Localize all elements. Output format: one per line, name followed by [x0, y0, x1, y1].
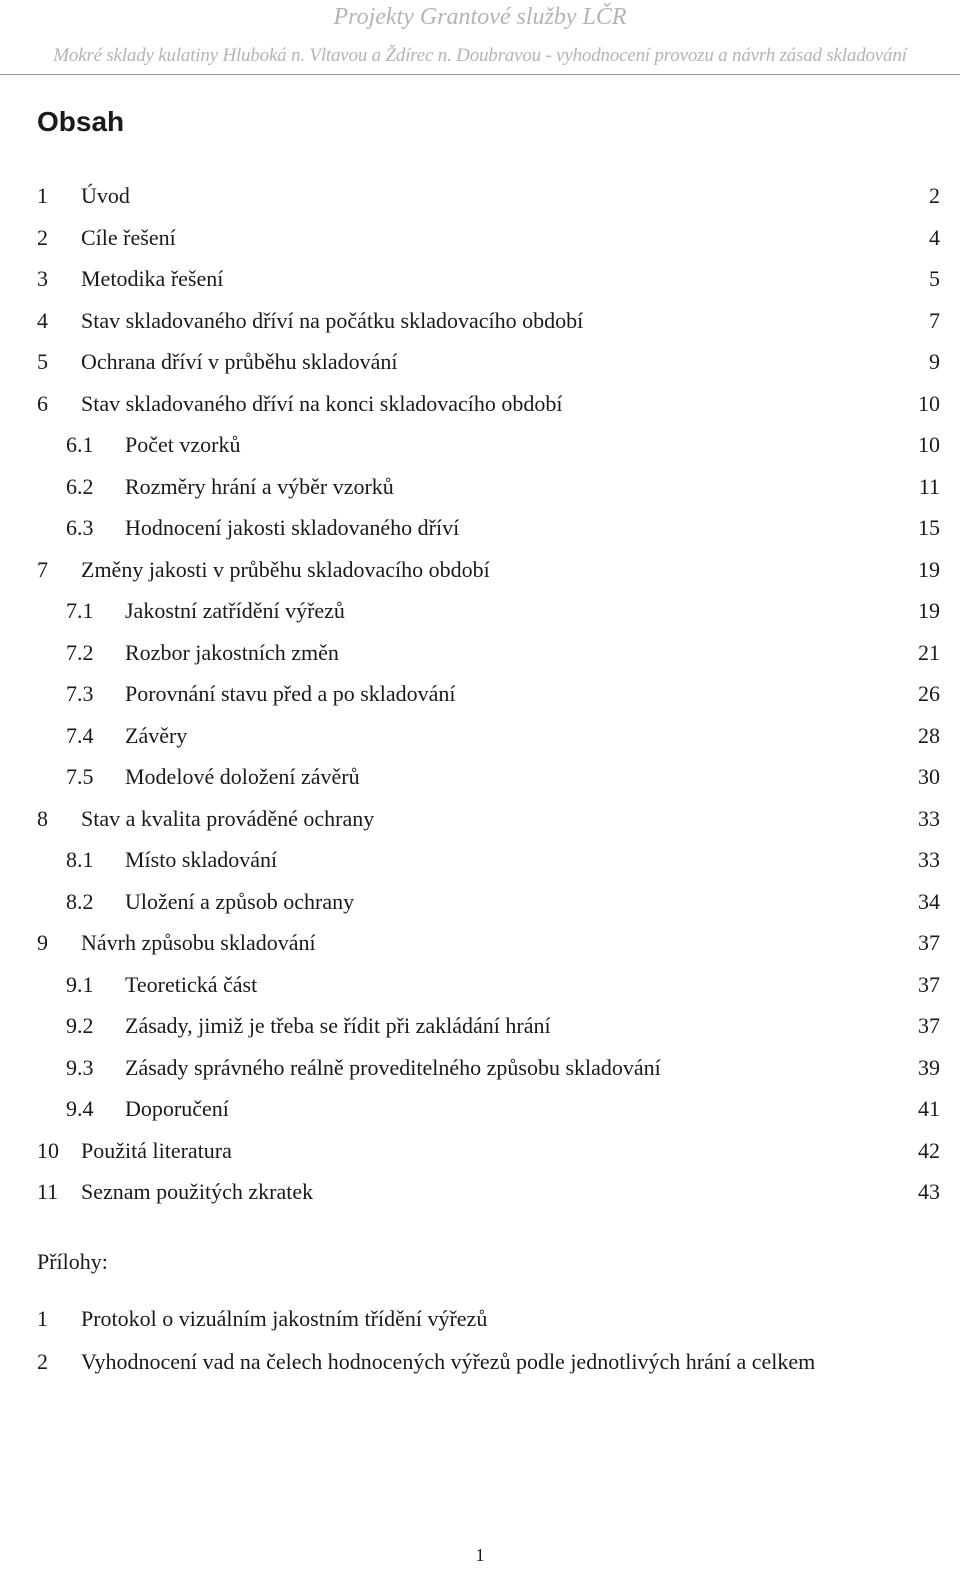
- attachment-number: 2: [37, 1349, 48, 1374]
- toc-entry-title: Stav skladovaného dříví na konci skladovacího období: [81, 391, 563, 416]
- toc-subentry[interactable]: [0, 595, 960, 627]
- toc-entry-title: Jakostní zatřídění výřezů: [125, 598, 345, 623]
- toc-entry-page: 28: [918, 723, 940, 748]
- toc-entry-title: Stav a kvalita prováděné ochrany: [81, 806, 375, 831]
- toc-entry-number: 7.1: [66, 598, 94, 623]
- attachment-title: Vyhodnocení vad na čelech hodnocených výřezů podle jednotlivých hrání a celkem: [81, 1349, 816, 1374]
- toc-entry[interactable]: [0, 263, 960, 295]
- toc-subentry[interactable]: [0, 678, 960, 710]
- attachment-entry[interactable]: [0, 1346, 960, 1378]
- toc-entry-title: Počet vzorků: [125, 432, 241, 457]
- toc-entry-page: 21: [918, 640, 940, 665]
- toc-entry-page: 5: [929, 266, 940, 291]
- toc-entry-number: 7.3: [66, 681, 94, 706]
- toc-entry-number: 9.1: [66, 972, 94, 997]
- toc-heading: Obsah: [37, 106, 125, 137]
- page-header: [0, 0, 960, 76]
- toc-entry-number: 6.3: [66, 515, 94, 540]
- toc-entry-page: 2: [929, 183, 940, 208]
- toc-subentry[interactable]: [0, 720, 960, 752]
- toc-entry[interactable]: [0, 1135, 960, 1167]
- toc-entry-title: Rozměry hrání a výběr vzorků: [125, 474, 394, 499]
- header-title: Projekty Grantové služby LČR: [333, 4, 627, 30]
- toc-entry-title: Zásady správného reálně proveditelného způsobu skladování: [125, 1055, 661, 1080]
- toc-entry-page: 15: [918, 515, 940, 540]
- toc-subentry[interactable]: [0, 1093, 960, 1125]
- toc-entry-number: 7: [37, 557, 48, 582]
- toc-subentry[interactable]: [0, 1052, 960, 1084]
- toc-entry-page: 10: [918, 432, 940, 457]
- toc-entry-page: 9: [929, 349, 940, 374]
- toc-subentry[interactable]: [0, 471, 960, 503]
- toc-entry-number: 2: [37, 225, 48, 250]
- toc-entry[interactable]: [0, 1176, 960, 1208]
- toc-entry-page: 34: [918, 889, 940, 914]
- toc-subentry[interactable]: [0, 761, 960, 793]
- attachments-heading: Přílohy:: [37, 1249, 108, 1274]
- page-number: 1: [475, 1545, 485, 1565]
- toc-entry-page: 33: [918, 806, 940, 831]
- toc-entry-number: 1: [37, 183, 48, 208]
- toc-subentry[interactable]: [0, 512, 960, 544]
- toc-entry-number: 9.2: [66, 1013, 94, 1038]
- toc-entry-page: 11: [918, 474, 940, 499]
- toc-entry-title: Doporučení: [125, 1096, 229, 1121]
- toc-entry-page: 10: [918, 391, 940, 416]
- toc-entry-title: Hodnocení jakosti skladovaného dříví: [125, 515, 460, 540]
- toc-entry-title: Rozbor jakostních změn: [125, 640, 339, 665]
- toc-entry-number: 4: [37, 308, 48, 333]
- toc-entry-title: Závěry: [125, 723, 188, 748]
- toc-entry-title: Seznam použitých zkratek: [81, 1179, 314, 1204]
- toc-entry-page: 19: [918, 557, 940, 582]
- toc-entry-number: 6: [37, 391, 48, 416]
- toc-entry-number: 6.2: [66, 474, 94, 499]
- toc-entry[interactable]: [0, 388, 960, 420]
- toc-entry-page: 37: [918, 1013, 940, 1038]
- toc-entry[interactable]: [0, 927, 960, 959]
- toc-entry-title: Změny jakosti v průběhu skladovacího období: [81, 557, 490, 582]
- toc-entry[interactable]: [0, 803, 960, 835]
- toc-entry-title: Zásady, jimiž je třeba se řídit při zakládání hrání: [125, 1013, 551, 1038]
- toc-entry-title: Stav skladovaného dříví na počátku skladovacího období: [81, 308, 584, 333]
- toc-entry-number: 9: [37, 930, 48, 955]
- attachment-number: 1: [37, 1306, 48, 1331]
- toc-entry-page: 39: [918, 1055, 940, 1080]
- toc-entry-number: 11: [37, 1179, 59, 1204]
- toc-entry-number: 7.4: [66, 723, 94, 748]
- toc-entry-page: 37: [918, 930, 940, 955]
- attachment-title: Protokol o vizuálním jakostním třídění výřezů: [81, 1306, 488, 1331]
- toc-subentry[interactable]: [0, 969, 960, 1001]
- toc-entry-title: Úvod: [81, 183, 130, 208]
- toc-entry-number: 9.3: [66, 1055, 94, 1080]
- attachment-entry[interactable]: [0, 1303, 960, 1335]
- toc-entry-title: Metodika řešení: [81, 266, 224, 291]
- toc-entry-title: Návrh způsobu skladování: [81, 930, 316, 955]
- toc-entry-number: 6.1: [66, 432, 94, 457]
- toc-entry-page: 41: [918, 1096, 940, 1121]
- toc-entry-page: 7: [929, 308, 940, 333]
- toc-entry-number: 8.1: [66, 847, 94, 872]
- toc-subentry[interactable]: [0, 1010, 960, 1042]
- toc-entry-number: 9.4: [66, 1096, 94, 1121]
- toc-entry-number: 5: [37, 349, 48, 374]
- toc-entry-number: 3: [37, 266, 48, 291]
- toc-entry-number: 7.2: [66, 640, 94, 665]
- toc-entry-page: 4: [929, 225, 940, 250]
- toc-entry-page: 37: [918, 972, 940, 997]
- header-divider: [0, 74, 960, 75]
- toc-subentry[interactable]: [0, 637, 960, 669]
- toc-entry[interactable]: [0, 554, 960, 586]
- header-subtitle: Mokré sklady kulatiny Hluboká n. Vltavou a Ždírec n. Doubravou - vyhodnocení provozu a návrh zásad skladování: [53, 45, 907, 66]
- toc-entry-number: 7.5: [66, 764, 94, 789]
- toc-entry-title: Použitá literatura: [81, 1138, 232, 1163]
- toc-entry-title: Místo skladování: [125, 847, 278, 872]
- toc-entry-number: 8: [37, 806, 48, 831]
- toc-entry-number: 10: [37, 1138, 59, 1163]
- toc-entry-page: 26: [918, 681, 940, 706]
- toc-entry[interactable]: [0, 180, 960, 212]
- toc-entry-title: Porovnání stavu před a po skladování: [125, 681, 456, 706]
- toc-subentry[interactable]: [0, 844, 960, 876]
- toc-entry-page: 19: [918, 598, 940, 623]
- toc-entry-title: Ochrana dříví v průběhu skladování: [81, 349, 398, 374]
- toc-entry-title: Cíle řešení: [81, 225, 176, 250]
- toc-entry-page: 30: [918, 764, 940, 789]
- toc-entry-title: Teoretická část: [125, 972, 258, 997]
- toc-entry-title: Uložení a způsob ochrany: [125, 889, 355, 914]
- toc-entry-page: 42: [918, 1138, 940, 1163]
- toc-subentry[interactable]: [0, 429, 960, 461]
- toc-entry[interactable]: [0, 346, 960, 378]
- toc-entry[interactable]: [0, 222, 960, 254]
- toc-entry-number: 8.2: [66, 889, 94, 914]
- toc-entry-page: 33: [918, 847, 940, 872]
- toc-entry-title: Modelové doložení závěrů: [125, 764, 360, 789]
- toc-entry[interactable]: [0, 305, 960, 337]
- toc-entry-page: 43: [918, 1179, 940, 1204]
- toc-subentry[interactable]: [0, 886, 960, 918]
